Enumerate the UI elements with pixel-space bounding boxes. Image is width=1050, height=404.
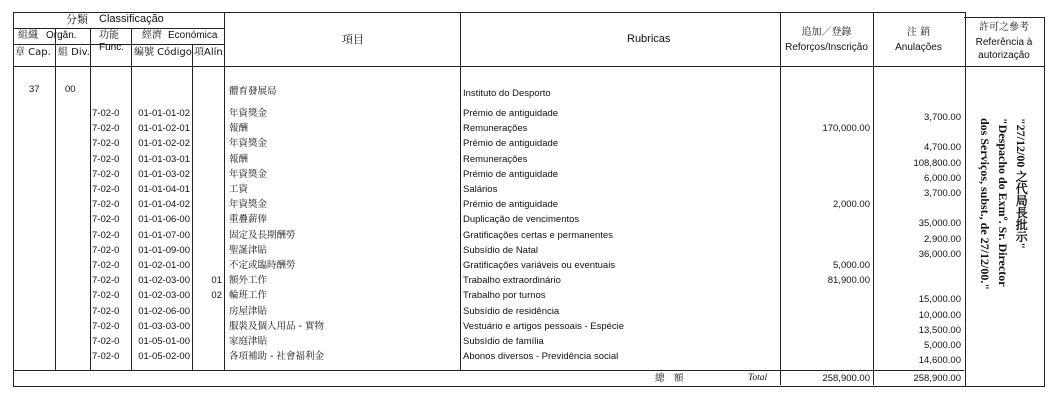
row-code: 01-01-01-02 xyxy=(138,108,190,119)
total-annul: 258,900.00 xyxy=(913,373,961,384)
header-chapter: 章 Cap. xyxy=(15,47,51,58)
total-reinforce: 258,900.00 xyxy=(822,373,870,384)
row-func: 7-02-0 xyxy=(92,214,120,226)
row-func: 7-02-0 xyxy=(92,290,120,302)
row-rubrica: Gratificações variáveis ou eventuais xyxy=(463,260,616,271)
row-func: 7-02-0 xyxy=(92,336,120,347)
row-annul: 5,000.00 xyxy=(924,340,961,351)
row-item-zh: 房屋津貼 xyxy=(229,305,268,317)
row-code: 01-02-01-00 xyxy=(138,260,190,271)
row-code: 01-01-03-01 xyxy=(138,153,190,165)
row-item-zh: 額外工作 xyxy=(229,275,268,287)
header-reinforce-pt: Reforços/Inscrição xyxy=(785,42,868,53)
row-code: 01-01-06-00 xyxy=(138,214,190,226)
header-authorization-pt1: Referência à xyxy=(975,37,1033,48)
header-code: 編號 Código xyxy=(134,47,192,58)
row-annul: 3,700.00 xyxy=(924,112,961,123)
row-item-zh: 報酬 xyxy=(229,153,249,165)
institution-cap: 37 xyxy=(29,84,40,95)
row-item-zh: 重疊薪俸 xyxy=(229,214,268,226)
col-line-code xyxy=(131,28,132,370)
row-code: 01-01-09-00 xyxy=(138,244,190,256)
row-rubrica: Remunerações xyxy=(463,123,528,135)
row-reinforce: 2,000.00 xyxy=(833,199,870,211)
header-rubricas: Rubricas xyxy=(627,33,671,45)
row-item-zh: 年資獎金 xyxy=(229,138,268,150)
row-annul: 3,700.00 xyxy=(924,188,961,199)
row-rubrica: Prémio de antiguidade xyxy=(463,108,559,119)
row-item-zh: 年資獎金 xyxy=(229,168,268,180)
row-item-zh: 報酬 xyxy=(229,123,249,135)
row-code: 01-01-04-02 xyxy=(138,199,190,211)
row-item-zh: 輪班工作 xyxy=(229,290,268,302)
row-func: 7-02-0 xyxy=(92,168,120,180)
row-code: 01-05-02-00 xyxy=(138,351,190,363)
authorization-line-2: "Despacho do Exmº. Sr. Director xyxy=(996,118,1011,287)
row-alin: 02 xyxy=(211,290,222,302)
authorization-line-1: "27/12/00 之代局長批示" xyxy=(1014,118,1029,249)
row-alin: 01 xyxy=(211,275,222,287)
row-func: 7-02-0 xyxy=(92,199,120,211)
authorization-line-3: dos Serviços, subst., de 27/12/00." xyxy=(978,118,993,291)
row-rubrica: Salários xyxy=(463,184,498,195)
row-item-zh: 年資獎金 xyxy=(229,199,268,211)
row-code: 01-05-01-00 xyxy=(138,336,190,347)
row-rubrica: Subsídio de Natal xyxy=(463,244,538,256)
row-rubrica: Prémio de antiguidade xyxy=(463,199,559,211)
row-item-zh: 年資獎金 xyxy=(229,108,268,119)
col-line-div xyxy=(55,28,56,370)
row-code: 01-01-03-02 xyxy=(138,168,190,180)
header-annul-pt: Anulações xyxy=(895,42,942,53)
total-label-pt: Total xyxy=(748,373,768,383)
row-func: 7-02-0 xyxy=(92,244,120,256)
col-line-item xyxy=(224,12,225,370)
row-rubrica: Gratificações certas e permanentes xyxy=(463,229,613,241)
row-rubrica: Subsídio de residência xyxy=(463,305,560,317)
row-annul: 35,000.00 xyxy=(918,218,961,230)
total-label-zh: 總 額 xyxy=(655,373,684,384)
row-code: 01-03-03-00 xyxy=(138,320,190,332)
row-func: 7-02-0 xyxy=(92,123,120,135)
institution-name-zh: 體育發展局 xyxy=(229,86,277,97)
col-line-alin xyxy=(192,44,193,370)
header-item-alin: 項Alín. xyxy=(194,47,226,58)
row-func: 7-02-0 xyxy=(92,138,120,150)
header-annul-zh: 注 銷 xyxy=(906,27,931,38)
row-func: 7-02-0 xyxy=(92,275,120,287)
header-organic-pt: Orgân. xyxy=(46,30,77,41)
row-func: 7-02-0 xyxy=(92,153,120,165)
row-item-zh: 家庭津貼 xyxy=(229,336,268,347)
row-func: 7-02-0 xyxy=(92,260,120,271)
row-rubrica: Trabalho extraordinário xyxy=(463,275,561,287)
authorization-note xyxy=(974,118,1034,348)
row-rubrica: Trabalho por turnos xyxy=(463,290,546,302)
header-authorization-pt2: autorização xyxy=(978,50,1030,61)
row-code: 01-02-03-00 xyxy=(138,290,190,302)
row-item-zh: 各項補助 - 社會福利金 xyxy=(229,351,324,363)
row-item-zh: 工資 xyxy=(229,184,249,195)
row-annul: 14,600.00 xyxy=(918,355,961,367)
header-bottom-line xyxy=(13,66,1044,67)
row-rubrica: Abonos diversos - Previdência social xyxy=(463,351,619,363)
row-code: 01-02-03-00 xyxy=(138,275,190,287)
row-func: 7-02-0 xyxy=(92,229,120,241)
header-reinforce-zh: 追加／登錄 xyxy=(801,27,852,38)
row-reinforce: 81,900.00 xyxy=(827,275,870,287)
row-code: 01-02-06-00 xyxy=(138,305,190,317)
col-line-func xyxy=(90,28,91,370)
header-classification-pt: Classificação xyxy=(99,13,164,25)
row-annul: 13,500.00 xyxy=(918,324,961,336)
header-classification-zh: 分類 xyxy=(66,13,88,26)
row-rubrica: Remunerações xyxy=(463,153,528,165)
row-code: 01-01-07-00 xyxy=(138,229,190,241)
row-annul: 6,000.00 xyxy=(924,172,961,184)
header-authorization-zh: 許可之參考 xyxy=(979,22,1029,33)
row-item-zh: 不定或臨時酬勞 xyxy=(229,260,296,271)
row-code: 01-01-02-02 xyxy=(138,138,190,150)
row-reinforce: 5,000.00 xyxy=(833,260,870,271)
row-func: 7-02-0 xyxy=(92,108,120,119)
row-func: 7-02-0 xyxy=(92,184,120,195)
row-annul: 4,700.00 xyxy=(924,142,961,154)
col-line-reinforce xyxy=(780,12,781,385)
row-reinforce: 170,000.00 xyxy=(822,123,870,135)
total-top-line xyxy=(13,370,964,371)
header-division: 組 Div. xyxy=(58,47,90,58)
institution-name-pt: Instituto do Desporto xyxy=(463,88,551,99)
row-item-zh: 服裝及個人用品 - 實物 xyxy=(229,320,324,332)
header-economic-pt: Económica xyxy=(168,30,218,41)
header-organic-zh: 組織 xyxy=(18,30,38,41)
header-functional-pt: Func. xyxy=(99,42,125,53)
row-annul: 15,000.00 xyxy=(918,294,961,306)
row-rubrica: Subsídio de família xyxy=(463,336,544,347)
header-functional-zh: 功能 xyxy=(99,30,119,41)
institution-div: 00 xyxy=(65,84,76,95)
row-rubrica: Duplicação de vencimentos xyxy=(463,214,580,226)
row-annul: 2,900.00 xyxy=(924,233,961,245)
row-annul: 10,000.00 xyxy=(918,309,961,321)
row-item-zh: 聖誕津貼 xyxy=(229,244,268,256)
row-rubrica: Prémio de antiguidade xyxy=(463,138,559,150)
row-func: 7-02-0 xyxy=(92,351,120,363)
row-func: 7-02-0 xyxy=(92,305,120,317)
row-rubrica: Prémio de antiguidade xyxy=(463,168,559,180)
row-code: 01-01-02-01 xyxy=(138,123,190,135)
row-annul: 36,000.00 xyxy=(918,248,961,260)
row-annul: 108,800.00 xyxy=(913,157,961,169)
row-func: 7-02-0 xyxy=(92,320,120,332)
classification-line xyxy=(13,28,224,29)
row-rubrica: Vestuário e artigos pessoais - Espécie xyxy=(463,320,625,332)
col-line-rubricas xyxy=(460,12,461,370)
header-economic-zh: 經濟 xyxy=(142,30,162,41)
header-item-zh: 項目 xyxy=(342,33,364,46)
row-item-zh: 固定及長期酬勞 xyxy=(229,229,296,241)
row-code: 01-01-04-01 xyxy=(138,184,190,195)
